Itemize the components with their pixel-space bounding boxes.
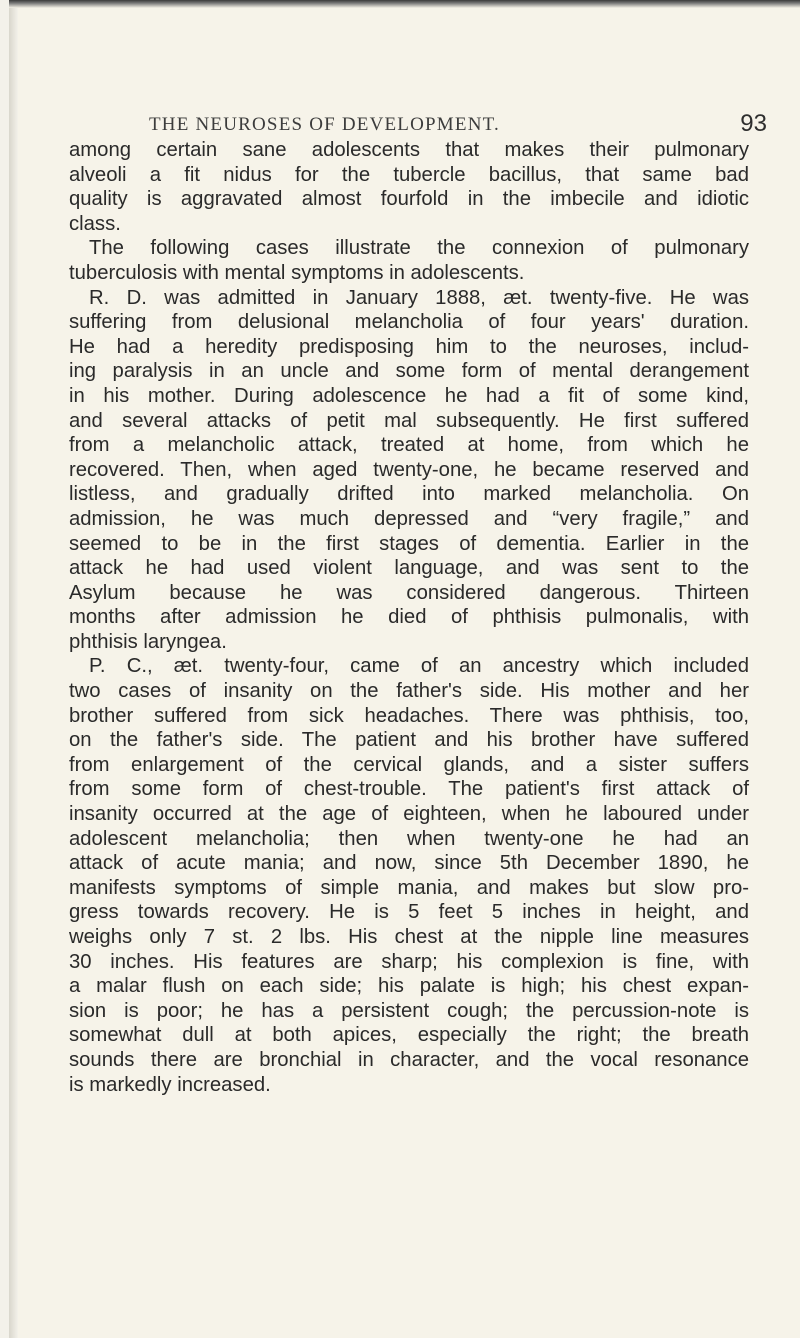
text-line: sion is poor; he has a persistent cough; the percussion-note is bbox=[69, 999, 749, 1022]
text-line: admission, he was much depressed and “very fragile,” and bbox=[69, 507, 749, 530]
text-line: phthisis laryngea. bbox=[69, 630, 227, 653]
text-line: among certain sane adolescents that makes their pulmonary bbox=[69, 139, 749, 161]
text-line: on the father's side. The patient and his brother have suffered bbox=[69, 729, 749, 752]
text-line: and several attacks of petit mal subsequently. He first suffered bbox=[69, 409, 749, 432]
text-line: a malar flush on each side; his palate is high; his chest expan- bbox=[69, 975, 749, 998]
text-line: somewhat dull at both apices, especially the right; the breath bbox=[69, 1024, 749, 1047]
text-line: brother suffered from sick headaches. There was phthisis, too, bbox=[69, 704, 749, 727]
page-top-shadow bbox=[9, 0, 800, 8]
text-line: manifests symptoms of simple mania, and makes but slow pro- bbox=[69, 876, 749, 899]
text-line: seemed to be in the first stages of dementia. Earlier in the bbox=[69, 532, 749, 555]
text-line: weighs only 7 st. 2 lbs. His chest at the nipple line measures bbox=[69, 926, 749, 948]
text-line: from enlargement of the cervical glands, and a sister suffers bbox=[69, 753, 749, 776]
text-line: recovered. Then, when aged twenty-one, he became reserved and bbox=[69, 458, 749, 481]
text-line: sounds there are bronchial in character, and the vocal resonance bbox=[69, 1048, 749, 1071]
text-line: is markedly increased. bbox=[69, 1073, 271, 1096]
running-head bbox=[69, 110, 769, 140]
text-line: ing paralysis in an uncle and some form of mental derangement bbox=[69, 360, 749, 383]
text-line: adolescent melancholia; then when twenty-one he had an bbox=[69, 827, 749, 850]
page-number: 93 bbox=[740, 110, 767, 137]
text-line: Asylum because he was considered dangerous. Thirteen bbox=[69, 581, 749, 604]
text-line: quality is aggravated almost fourfold in the imbecile and idiotic bbox=[69, 188, 749, 211]
text-line: insanity occurred at the age of eighteen, when he laboured under bbox=[69, 803, 749, 826]
body-text bbox=[69, 138, 749, 1097]
text-line: listless, and gradually drifted into marked melancholia. On bbox=[69, 483, 749, 506]
text-line: class. bbox=[69, 212, 121, 235]
text-line: attack of acute mania; and now, since 5th December 1890, he bbox=[69, 852, 749, 875]
page-binding-edge bbox=[9, 0, 18, 1338]
text-line: attack he had used violent language, and was sent to the bbox=[69, 557, 749, 580]
text-line: months after admission he died of phthisis pulmonalis, with bbox=[69, 606, 749, 629]
running-title: THE NEUROSES OF DEVELOPMENT. bbox=[149, 114, 500, 135]
text-line: tuberculosis with mental symptoms in adolescents. bbox=[69, 261, 525, 284]
text-line: The following cases illustrate the connexion of pulmonary bbox=[89, 237, 749, 260]
text-line: two cases of insanity on the father's side. His mother and her bbox=[69, 680, 749, 703]
text-line: 30 inches. His features are sharp; his complexion is fine, with bbox=[69, 950, 749, 973]
text-line: R. D. was admitted in January 1888, æt. twenty-five. He was bbox=[89, 286, 749, 309]
text-line: alveoli a fit nidus for the tubercle bacillus, that same bad bbox=[69, 163, 749, 186]
text-line: gress towards recovery. He is 5 feet 5 inches in height, and bbox=[69, 901, 749, 924]
text-line: from a melancholic attack, treated at home, from which he bbox=[69, 434, 749, 457]
text-line: He had a heredity predisposing him to the neuroses, includ- bbox=[69, 335, 749, 358]
text-line: in his mother. During adolescence he had a fit of some kind, bbox=[69, 384, 749, 407]
text-line: P. C., æt. twenty-four, came of an ancestry which included bbox=[89, 655, 749, 678]
text-line: suffering from delusional melancholia of four years' duration. bbox=[69, 311, 749, 334]
text-line: from some form of chest-trouble. The patient's first attack of bbox=[69, 778, 749, 801]
